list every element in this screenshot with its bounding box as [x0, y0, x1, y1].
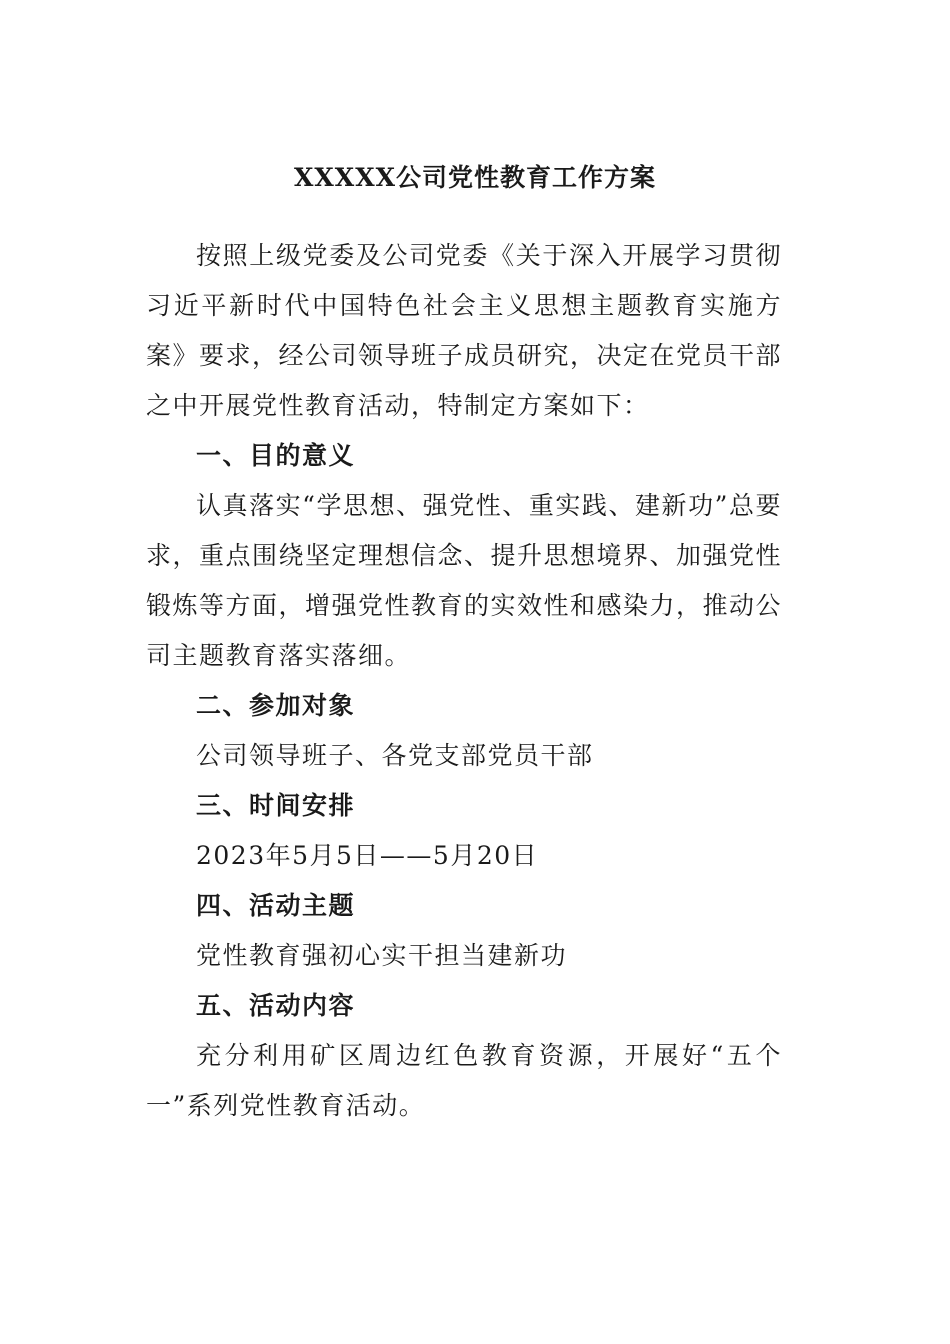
document-title: XXXXX公司党性教育工作方案 — [294, 163, 656, 192]
section-heading-participants: 二、参加对象 — [196, 691, 356, 720]
section-heading-activities: 五、活动内容 — [196, 991, 356, 1020]
intro-paragraph: 按照上级党委及公司党委《关于深入开展学习贯彻习近平新时代中国特色社会主义思想主题教育实施方案》要求，经公司领导班子成员研究，决定在党员干部之中开展党性教育活动，特制定方案如下： — [146, 241, 783, 420]
section-content-participants: 公司领导班子、各党支部党员干部 — [196, 741, 594, 770]
section-heading-schedule: 三、时间安排 — [196, 791, 356, 820]
section-content-activities: 充分利用矿区周边红色教育资源，开展好“五个一”系列党性教育活动。 — [146, 1041, 782, 1120]
section-content-schedule: 2023年5月5日——5月20日 — [196, 841, 539, 870]
section-heading-theme: 四、活动主题 — [196, 891, 356, 920]
document-body — [146, 231, 782, 1131]
section-content-theme: 党性教育强初心实干担当建新功 — [196, 941, 568, 970]
section-heading-purpose: 一、目的意义 — [196, 441, 356, 470]
section-content-purpose: 认真落实“学思想、强党性、重实践、建新功”总要求，重点围绕坚定理想信念、提升思想境界、加强党性锻炼等方面，增强党性教育的实效性和感染力，推动公司主题教育落实落细。 — [146, 491, 783, 670]
